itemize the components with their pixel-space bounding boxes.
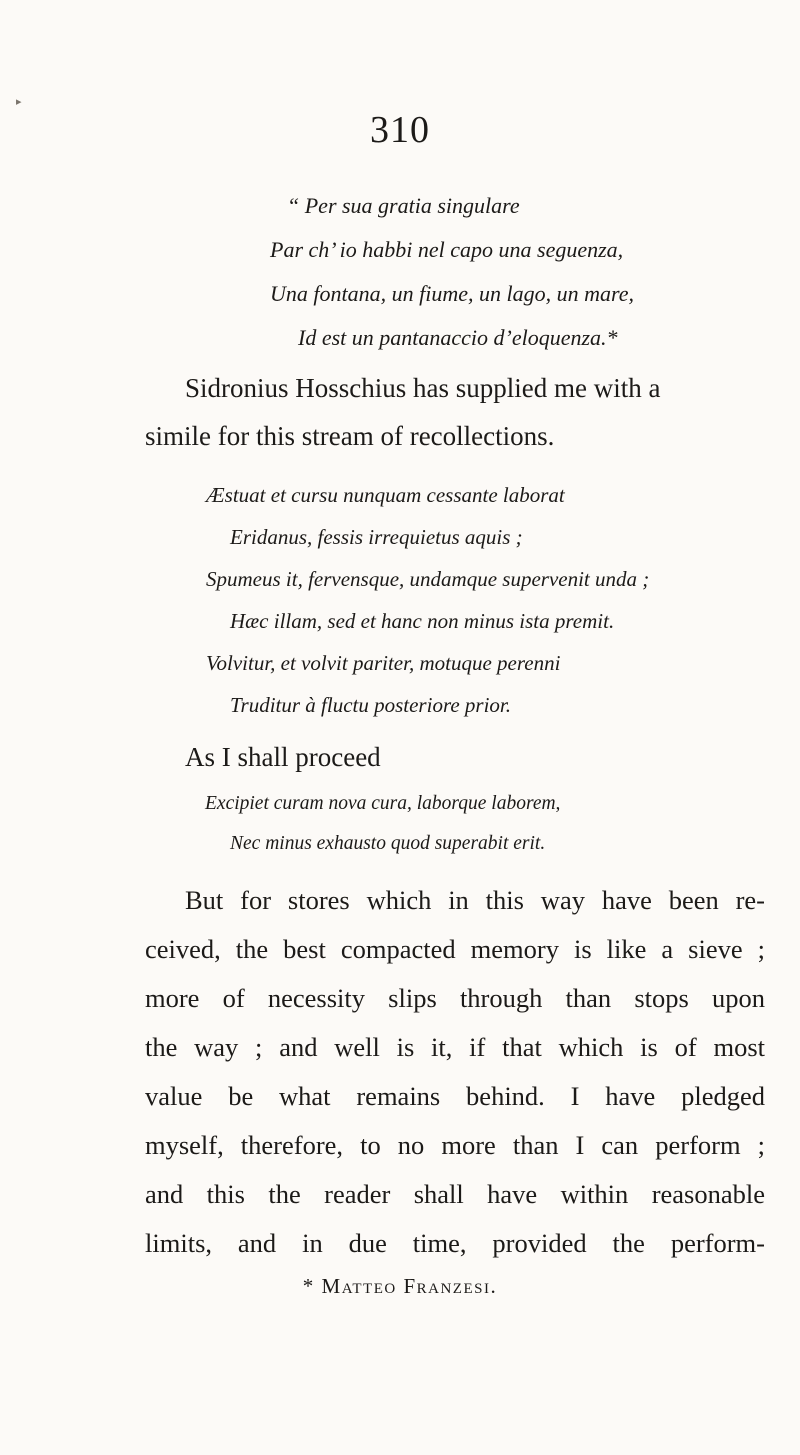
paragraph-proceed: As I shall proceed: [185, 742, 381, 772]
prose-line: more of necessity slips through than stops upon: [145, 983, 765, 1013]
verse-line: Una fontana, un fiume, un lago, un mare,: [270, 281, 634, 306]
verse-line: Id est un pantanaccio d’eloquenza.*: [298, 325, 618, 350]
prose-line: value be what remains behind. I have pledged: [145, 1081, 765, 1111]
verse-line: “ Per sua gratia singulare: [287, 193, 520, 218]
prose-line: myself, therefore, to no more than I can perform ;: [145, 1130, 765, 1160]
prose-line: Sidronius Hosschius has supplied me with a: [185, 373, 661, 403]
verse-line: Spumeus it, fervensque, undamque supervenit unda ;: [206, 567, 650, 591]
verse-line: Æstuat et cursu nunquam cessante laborat: [206, 483, 565, 507]
prose-line: the way ; and well is it, if that which is of most: [145, 1032, 765, 1062]
verse-line: Volvitur, et volvit pariter, motuque perenni: [206, 651, 561, 675]
prose-line: and this the reader shall have within reasonable: [145, 1179, 765, 1209]
prose-line: limits, and in due time, provided the perform-: [145, 1228, 765, 1258]
prose-line: simile for this stream of recollections.: [145, 421, 555, 451]
verse-line: Par ch’ io habbi nel capo una seguenza,: [270, 237, 624, 262]
verse-line: Hæc illam, sed et hanc non minus ista premit.: [230, 609, 615, 633]
verse-line: Truditur à fluctu posteriore prior.: [230, 693, 512, 717]
footnote: * Matteo Franzesi.: [302, 1274, 498, 1298]
prose-line: ceived, the best compacted memory is like a sieve ;: [145, 934, 765, 964]
verse-line: Nec minus exhausto quod superabit erit.: [230, 833, 546, 854]
prose-line: But for stores which in this way have been re-: [185, 885, 765, 915]
margin-mark: ▸: [16, 96, 22, 108]
verse-line: Eridanus, fessis irrequietus aquis ;: [230, 525, 523, 549]
page-number: 310: [370, 109, 430, 151]
verse-line: Excipiet curam nova cura, laborque laborem,: [205, 793, 561, 814]
